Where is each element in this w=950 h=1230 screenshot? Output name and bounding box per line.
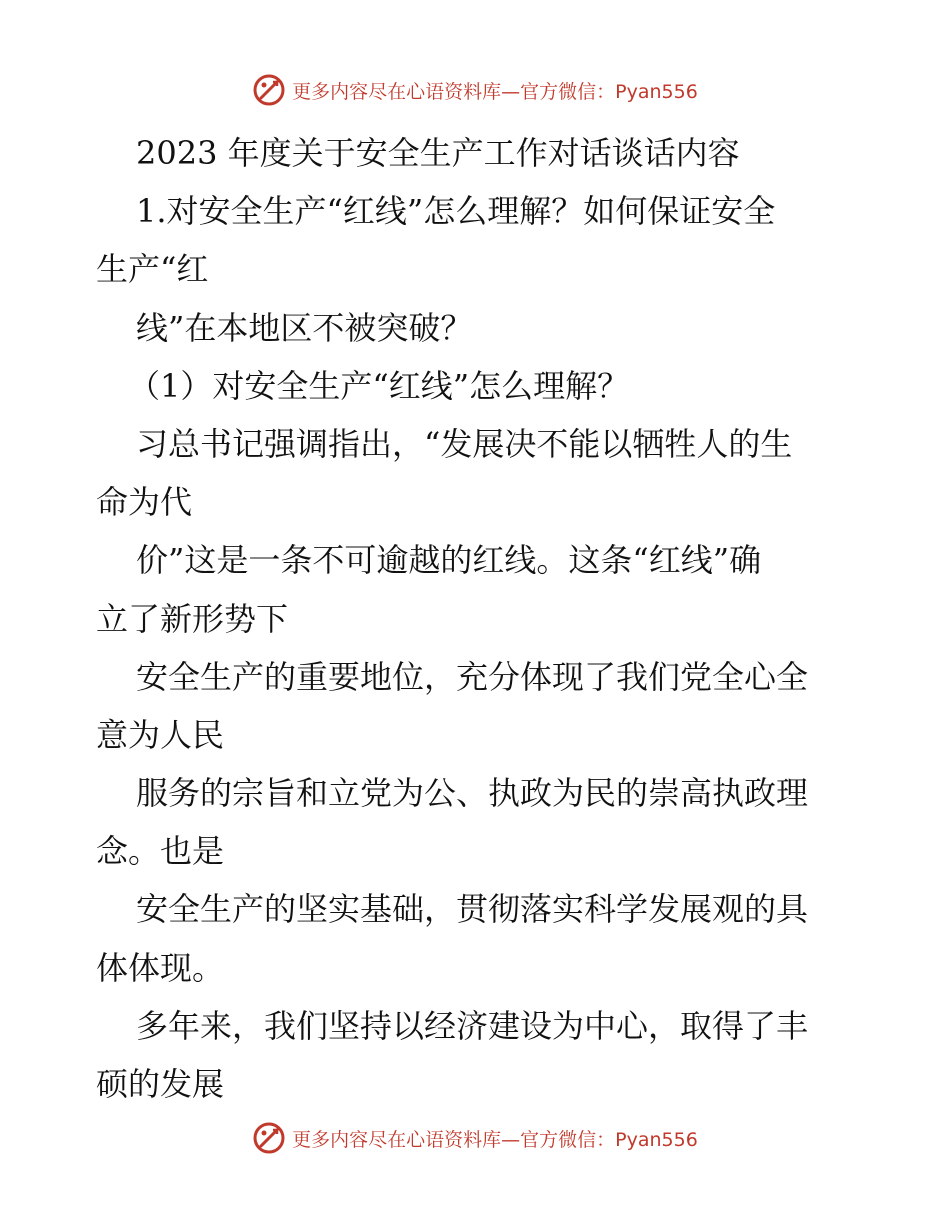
- doc-line: 安全生产的重要地位，充分体现了我们党全心全: [136, 657, 809, 696]
- footer-watermark-banner: [0, 1118, 950, 1158]
- brand-logo-icon: [252, 73, 286, 107]
- doc-line: 立了新形势下: [96, 599, 289, 638]
- doc-line: 命为代: [96, 483, 193, 522]
- document-body: [96, 124, 856, 1113]
- doc-line: 念。也是: [96, 832, 225, 871]
- header-watermark-text: 更多内容尽在心语资料库—官方微信：Pyan556: [292, 80, 698, 103]
- footer-watermark-text: 更多内容尽在心语资料库—官方微信：Pyan556: [292, 1128, 698, 1151]
- doc-line: 多年来，我们坚持以经济建设为中心，取得了丰: [136, 1006, 809, 1045]
- doc-line: 意为人民: [96, 715, 225, 754]
- doc-line: 线”在本地区不被突破？: [136, 308, 473, 347]
- doc-line: 习总书记强调指出，“发展决不能以牺牲人的生: [136, 424, 793, 463]
- doc-section-heading: （1）对安全生产“红线”怎么理解？: [128, 366, 630, 405]
- brand-logo-icon: [252, 1121, 286, 1155]
- doc-line: 价”这是一条不可逾越的红线。这条“红线”确: [136, 541, 762, 580]
- doc-title: 2023 年度关于安全生产工作对话谈话内容: [136, 134, 740, 172]
- doc-line: 硕的发展: [96, 1065, 225, 1103]
- doc-line: 服务的宗旨和立党为公、执政为民的崇高执政理: [136, 774, 809, 813]
- header-watermark-banner: [0, 70, 950, 110]
- doc-line: 体体现。: [96, 948, 225, 987]
- doc-line: 安全生产的坚实基础，贯彻落实科学发展观的具: [136, 890, 809, 929]
- doc-line: 1.对安全生产“红线”怎么理解？如何保证安全: [136, 192, 776, 231]
- doc-line: 生产“红: [96, 250, 209, 289]
